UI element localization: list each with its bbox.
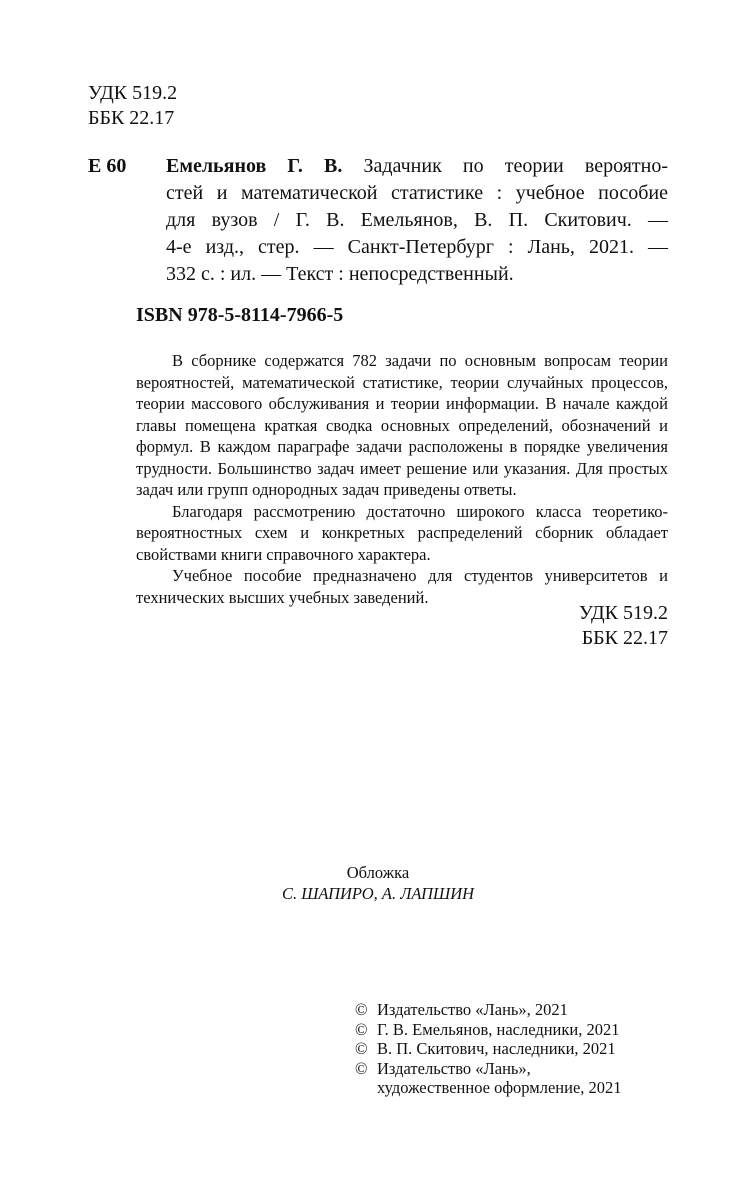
copyright-text: Г. В. Емельянов, наследники, 2021 (377, 1019, 620, 1039)
cover-label: Обложка (346, 863, 410, 882)
annotation-paragraph: Учебное пособие предназначено для студентов университетов и технических высших учебных заведений. (136, 566, 668, 607)
copyright-text: Издательство «Лань», (377, 1058, 531, 1078)
copyright-icon: © (355, 1058, 368, 1078)
bibliographic-entry (166, 153, 668, 288)
annotation (136, 350, 668, 608)
author-mark: Е 60 (88, 155, 127, 177)
copyright-line (355, 1000, 622, 1020)
copyright-line (355, 1020, 622, 1040)
entry-line-3: для вузов / Г. В. Емельянов, В. П. Скитович. — (166, 209, 668, 231)
entry-author: Емельянов Г. В. (166, 155, 343, 177)
copyright-block (355, 1000, 622, 1098)
copyright-text: художественное оформление, 2021 (377, 1078, 622, 1097)
bbk-code: ББК 22.17 (88, 107, 175, 129)
cover-credit (0, 862, 756, 904)
entry-line-4: 4-е изд., стер. — Санкт-Петербург : Лань, 2021. — (166, 236, 668, 258)
entry-line-5: 332 с. : ил. — Текст : непосредственный. (166, 263, 514, 285)
copyright-line-continuation (355, 1078, 622, 1098)
copyright-icon: © (355, 1019, 368, 1039)
copyright-icon: © (355, 1000, 368, 1019)
copyright-line (355, 1059, 622, 1079)
udk-code: УДК 519.2 (88, 82, 178, 104)
bottom-classification (579, 600, 668, 650)
entry-line-2: стей и математической статистике : учебное пособие (166, 182, 668, 204)
udk-code-bottom: УДК 519.2 (578, 602, 668, 624)
entry-title-start: Задачник по теории вероятно- (363, 155, 669, 177)
isbn: ISBN 978-5-8114-7966-5 (136, 304, 344, 326)
bbk-code-bottom: ББК 22.17 (581, 627, 668, 649)
copyright-line (355, 1039, 622, 1059)
copyright-text: В. П. Скитович, наследники, 2021 (377, 1039, 616, 1058)
copyright-icon: © (355, 1039, 368, 1058)
copyright-text: Издательство «Лань», 2021 (377, 1000, 568, 1019)
cover-designers: С. ШАПИРО, А. ЛАПШИН (281, 884, 475, 903)
annotation-paragraph: В сборнике содержатся 782 задачи по основным вопросам теории вероятностей, математической статистике, теории случайных процессов, теории массового обслуживания и теории информации. В начале каждой главы помещена краткая сводка основных определений, обозначений и формул. В каждом параграфе задачи расположены в порядке увеличения трудности. Большинство задач имеет решение или указания. Для простых задач или групп однородных задач приведены ответы. (136, 351, 668, 499)
top-classification (88, 80, 177, 130)
entry-line-1 (166, 153, 668, 180)
annotation-paragraph: Благодаря рассмотрению достаточно широкого класса теоретико-вероятностных схем и конкретных распределений сборник обладает свойствами книги справочного характера. (136, 501, 668, 564)
